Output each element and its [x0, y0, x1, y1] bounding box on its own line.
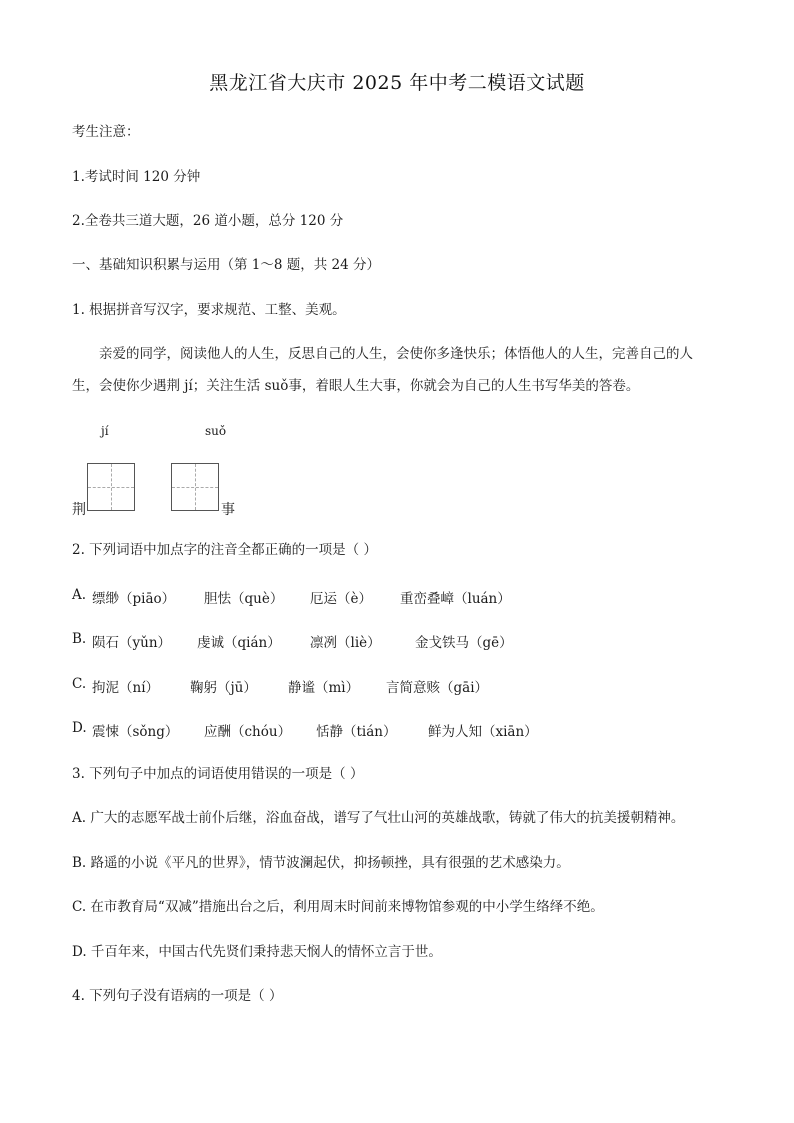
- question-3-option-d[interactable]: D. 千百年来，中国古代先贤们秉持悲天悯人的情怀立言于世。: [72, 944, 442, 960]
- question-3-option-b[interactable]: B. 路遥的小说《平凡的世界》，情节波澜起伏，抑扬顿挫，具有很强的艺术感染力。: [72, 855, 570, 871]
- writing-box[interactable]: [87, 463, 135, 511]
- notice-heading: 考生注意：: [72, 124, 140, 140]
- question-4-stem: 4. 下列句子没有语病的一项是（ ）: [72, 988, 283, 1004]
- option-word: 言简意赅（gāi）: [386, 680, 489, 696]
- option-label: A.: [72, 587, 87, 603]
- option-label: D.: [72, 720, 87, 736]
- question-2-stem: 2. 下列词语中加点字的注音全都正确的一项是（ ）: [72, 542, 377, 558]
- notice-item: 2.全卷共三道大题，26 道小题，总分 120 分: [72, 213, 344, 229]
- option-word: 震悚（sǒng）: [92, 724, 179, 740]
- option-word: 恬静（tián）: [316, 724, 397, 740]
- notice-item: 1.考试时间 120 分钟: [72, 169, 201, 185]
- option-word: 厄运（è）: [310, 591, 372, 607]
- pinyin-label: jí: [101, 424, 109, 438]
- option-label: B.: [72, 631, 87, 647]
- question-1-stem: 1. 根据拼音写汉字，要求规范、工整、美观。: [72, 302, 346, 318]
- question-1-passage: [72, 338, 722, 402]
- option-word: 虔诚（qián）: [197, 635, 281, 651]
- question-3-stem: 3. 下列句子中加点的词语使用错误的一项是（ ）: [72, 766, 364, 782]
- option-word: 拘泥（ní）: [92, 680, 160, 696]
- pinyin-label: suǒ: [205, 424, 227, 438]
- option-word: 凛冽（liè）: [310, 635, 381, 651]
- page-title: 黑龙江省大庆市 2025 年中考二模语文试题: [209, 72, 585, 94]
- option-word: 陨石（yǔn）: [92, 635, 172, 651]
- option-word: 应酬（chóu）: [204, 724, 292, 740]
- section-heading: 一、基础知识积累与运用（第 1～8 题，共 24 分）: [72, 257, 381, 273]
- passage-line: 生，会使你少遇荆 jí；关注生活 suǒ事，着眼人生大事，你就会为自己的人生书写华美的答卷。: [72, 378, 640, 394]
- option-word: 鞠躬（jū）: [190, 680, 257, 696]
- option-word: 金戈铁马（gē）: [415, 635, 513, 651]
- option-word: 缥缈（piāo）: [92, 591, 176, 607]
- writing-box[interactable]: [171, 463, 219, 511]
- option-word: 胆怯（què）: [204, 591, 284, 607]
- option-word: 静谧（mì）: [288, 680, 360, 696]
- option-word: 鲜为人知（xiān）: [428, 724, 538, 740]
- option-label: C.: [72, 676, 87, 692]
- question-3-option-a[interactable]: A. 广大的志愿军战士前仆后继，浴血奋战，谱写了气壮山河的英雄战歌，铸就了伟大的抗美援朝精神。: [72, 810, 685, 826]
- fixed-character: 荆: [72, 502, 86, 518]
- option-word: 重峦叠嶂（luán）: [400, 591, 511, 607]
- question-3-option-c[interactable]: C. 在市教育局“双减”措施出台之后，利用周末时间前来博物馆参观的中小学生络绎不绝。: [72, 899, 604, 915]
- passage-line: 亲爱的同学，阅读他人的人生，反思自己的人生，会使你多逢快乐；体悟他人的人生，完善自己的人: [99, 346, 693, 362]
- fixed-character: 事: [221, 502, 235, 518]
